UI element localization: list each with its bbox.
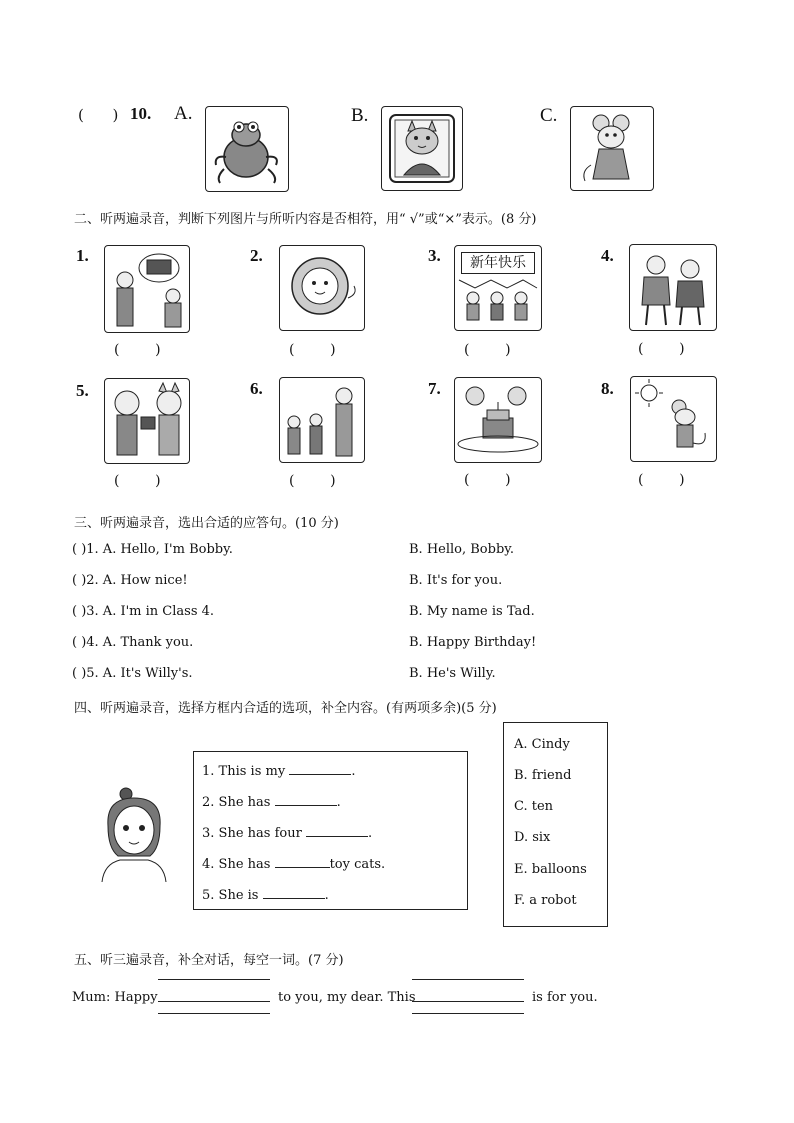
section3-item-5-option-b[interactable]: B. He's Willy. xyxy=(409,666,496,681)
section4-option-e: E. balloons xyxy=(514,862,587,877)
pig-cat-gift-icon xyxy=(105,379,189,463)
section3-item-3-option-b[interactable]: B. My name is Tad. xyxy=(409,604,535,619)
section2-picture-2-lion xyxy=(279,245,365,331)
section2-picture-4-mother-daughter xyxy=(629,244,717,331)
section3-item-1-option-b[interactable]: B. Hello, Bobby. xyxy=(409,542,515,557)
section4-sentence-3 xyxy=(202,824,372,841)
sentence-2-end: . xyxy=(336,795,341,810)
q10-option-b-label: B. xyxy=(351,105,369,126)
section2-answer-5[interactable]: ( ) xyxy=(114,473,161,489)
section5-text-part-1: Mum: Happy xyxy=(72,990,158,1005)
section2-picture-6-children-adult xyxy=(279,377,365,463)
section3-item-2-option-a[interactable]: ( )2. A. How nice! xyxy=(72,573,188,588)
section4-sentence-5 xyxy=(202,886,329,903)
sentence-3-end: . xyxy=(367,826,373,841)
sentence-2-text: 2. She has xyxy=(202,795,275,810)
children-adult-icon xyxy=(280,378,364,462)
section2-number-4: 4. xyxy=(601,246,614,265)
section2-picture-5-pig-cat xyxy=(104,378,190,464)
section2-number-2: 2. xyxy=(250,246,263,265)
section4-sentence-4 xyxy=(202,855,385,872)
children-celebrating-icon xyxy=(455,246,541,330)
mother-daughter-icon xyxy=(630,245,716,330)
section2-answer-4[interactable]: ( ) xyxy=(638,341,685,357)
section3-item-4-option-b[interactable]: B. Happy Birthday! xyxy=(409,635,537,650)
sentence-3-text: 3. She has four xyxy=(202,826,306,841)
section2-number-3: 3. xyxy=(428,246,441,265)
section3-item-5-option-a[interactable]: ( )5. A. It's Willy's. xyxy=(72,666,193,681)
section2-title: 二、听两遍录音，判断下列图片与所听内容是否相符，用“ √”或“×”表示。(8 分) xyxy=(74,212,537,227)
section3-item-1-option-a[interactable]: ( )1. A. Hello, I'm Bobby. xyxy=(72,542,233,557)
section2-answer-3[interactable]: ( ) xyxy=(464,342,511,358)
section4-option-a: A. Cindy xyxy=(514,737,570,752)
sentence-4-blank[interactable] xyxy=(275,855,330,868)
section4-sentence-2 xyxy=(202,793,341,810)
sentence-4-end: toy cats. xyxy=(329,857,386,872)
birthday-cake-mice-icon xyxy=(455,378,541,462)
section5-blank-2[interactable] xyxy=(412,1001,524,1002)
q10-option-b-cat-portrait-image[interactable] xyxy=(381,106,463,191)
section2-answer-2[interactable]: ( ) xyxy=(289,342,336,358)
section2-answer-1[interactable]: ( ) xyxy=(114,342,161,358)
section5-blank-2-guide-bottom xyxy=(412,1013,524,1014)
section2-number-8: 8. xyxy=(601,379,614,398)
section3-item-2-option-b[interactable]: B. It's for you. xyxy=(409,573,503,588)
q10-number: 10. xyxy=(130,104,152,123)
section4-option-b: B. friend xyxy=(514,768,572,783)
section5-text-part-3: is for you. xyxy=(532,990,598,1005)
section5-blank-1[interactable] xyxy=(158,1001,270,1002)
section5-title: 五、听三遍录音，补全对话，每空一词。(7 分) xyxy=(74,953,344,968)
section4-sentence-box xyxy=(193,751,468,910)
section4-sentence-1 xyxy=(202,762,355,779)
sentence-5-text: 5. She is xyxy=(202,888,263,903)
section4-option-f: F. a robot xyxy=(514,893,577,908)
section3-title: 三、听两遍录音，选出合适的应答句。(10 分) xyxy=(74,516,339,531)
section2-answer-6[interactable]: ( ) xyxy=(289,473,336,489)
sentence-5-blank[interactable] xyxy=(263,886,325,899)
sentence-2-blank[interactable] xyxy=(275,793,337,806)
lion-icon xyxy=(280,246,364,330)
section5-blank-1-guide-bottom xyxy=(158,1013,270,1014)
q10-option-c-label: C. xyxy=(540,105,558,126)
cat-portrait-icon xyxy=(382,107,462,190)
section2-picture-8-mouse-sun xyxy=(630,376,717,462)
section2-picture-1-book xyxy=(104,245,190,333)
section2-answer-8[interactable]: ( ) xyxy=(638,472,685,488)
section2-picture-3-new-year xyxy=(454,245,542,331)
sentence-1-text: 1. This is my xyxy=(202,764,290,779)
section3-item-4-option-a[interactable]: ( )4. A. Thank you. xyxy=(72,635,194,650)
section2-number-7: 7. xyxy=(428,379,441,398)
section2-answer-7[interactable]: ( ) xyxy=(464,472,511,488)
section5-blank-2-guide-top xyxy=(412,979,524,980)
mouse-icon xyxy=(571,107,653,190)
girl-boy-book-icon xyxy=(105,246,189,332)
mouse-sun-icon xyxy=(631,377,716,461)
section4-option-d: D. six xyxy=(514,830,551,845)
q10-option-a-label: A. xyxy=(174,103,193,124)
section3-item-3-option-a[interactable]: ( )3. A. I'm in Class 4. xyxy=(72,604,215,619)
new-year-banner: 新年快乐 xyxy=(461,252,535,274)
section4-option-c: C. ten xyxy=(514,799,554,814)
section5-blank-1-guide-top xyxy=(158,979,270,980)
q10-answer-paren[interactable]: ( ) xyxy=(78,106,119,124)
section4-title: 四、听两遍录音，选择方框内合适的选项，补全内容。(有两项多余)(5 分) xyxy=(74,701,497,716)
girl-portrait-image xyxy=(100,786,170,882)
section2-picture-7-birthday-cake xyxy=(454,377,542,463)
section2-number-6: 6. xyxy=(250,379,263,398)
section5-text-part-2: to you, my dear. This xyxy=(278,990,416,1005)
q10-option-c-mouse-image[interactable] xyxy=(570,106,654,191)
section4-options-box xyxy=(503,722,608,927)
q10-option-a-frog-image[interactable] xyxy=(205,106,289,192)
section2-number-1: 1. xyxy=(76,246,89,265)
section2-number-5: 5. xyxy=(76,381,89,400)
girl-face-icon xyxy=(100,786,170,882)
sentence-1-end: . xyxy=(351,764,356,779)
sentence-1-blank[interactable] xyxy=(289,762,351,775)
sentence-4-text: 4. She has xyxy=(202,857,275,872)
sentence-5-end: . xyxy=(324,888,329,903)
sentence-3-blank[interactable] xyxy=(306,824,368,837)
frog-icon xyxy=(206,107,288,191)
